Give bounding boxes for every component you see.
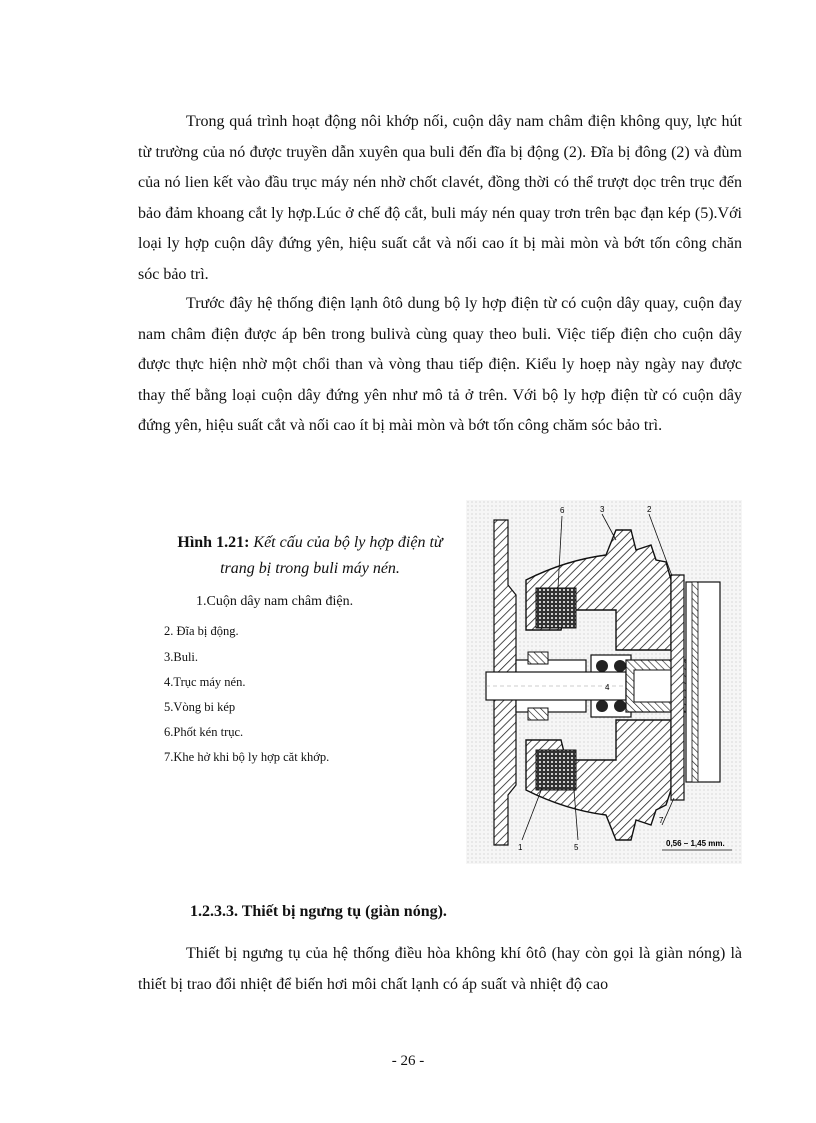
label-4: 4 xyxy=(605,683,610,692)
figure-title: Kết cấu của bộ ly hợp điện từ trang bị trong buli máy nén. xyxy=(220,534,443,577)
legend-item: 2. Đĩa bị động. xyxy=(164,624,239,638)
section-heading: 1.2.3.3. Thiết bị ngưng tụ (giàn nóng). xyxy=(190,903,447,920)
legend-item: 1.Cuộn dây nam châm điện. xyxy=(196,594,354,609)
clutch-cross-section-diagram xyxy=(466,500,742,864)
label-3: 3 xyxy=(600,505,605,514)
figure-caption-title xyxy=(160,530,460,582)
label-7: 7 xyxy=(659,816,664,825)
legend-item: 6.Phốt kén trục. xyxy=(164,725,244,739)
label-1: 1 xyxy=(518,843,523,852)
legend-item: 5.Vòng bi kép xyxy=(164,700,236,714)
paragraph-condenser: Thiết bị ngưng tụ của hệ thống điều hòa không khí ôtô (hay còn gọi là giàn nóng) là thiết bị trao đổi nhiệt để biến hơi môi chất lạnh có áp suất và nhiệt độ cao xyxy=(138,945,742,993)
legend-item: 4.Trục máy nén. xyxy=(164,675,246,689)
legend-item: 7.Khe hở khi bộ ly hợp căt khớp. xyxy=(164,750,330,764)
gap-label: 0,56 – 1,45 mm. xyxy=(666,839,725,848)
legend-item: 3.Buli. xyxy=(164,650,199,664)
figure-label: Hình 1.21: xyxy=(177,534,250,551)
label-6: 6 xyxy=(560,506,565,515)
paragraph-rotating-coil: Trước đây hệ thống điện lạnh ôtô dung bộ ly hợp điện từ có cuộn dây quay, cuộn đay nam châm điện được áp bên trong bulivà cùng quay theo buli. Việc tiếp điện cho cuộn dây được thực hiện nhờ một chổi than và vòng thau tiếp điện. Kiểu ly hoẹp này ngày nay được thay thế bằng loại cuộn dây đứng yên như mô tả ở trên. Với bộ ly hợp điện từ có cuộn dây đứng yên, hiệu suất cắt và nối cao ít bị mài mòn và bớt tốn công chăm sóc bảo trì. xyxy=(138,295,742,434)
paragraph-clutch-operation: Trong quá trình hoạt động nôi khớp nối, cuộn dây nam châm điện không quy, lực hút từ trường của nó được truyền dẫn xuyên qua buli đến đĩa bị động (2). Đĩa bị đông (2) và đùm của nó lien kết vào đầu trục máy nén nhờ chốt clavét, đồng thời có thể trượt dọc trên trục đến bảo đảm khoang cắt ly hợp.Lúc ở chế độ cắt, buli máy nén quay trơn trên bạc đạn kép (5).Với loại ly hợp cuộn dây đứng yên, hiệu suất cắt và nối cao ít bị mài mòn và bớt tốn công chăn sóc bảo trì. xyxy=(138,113,742,283)
label-5: 5 xyxy=(574,843,579,852)
label-2: 2 xyxy=(647,505,652,514)
page-number: - 26 - xyxy=(391,1053,425,1069)
